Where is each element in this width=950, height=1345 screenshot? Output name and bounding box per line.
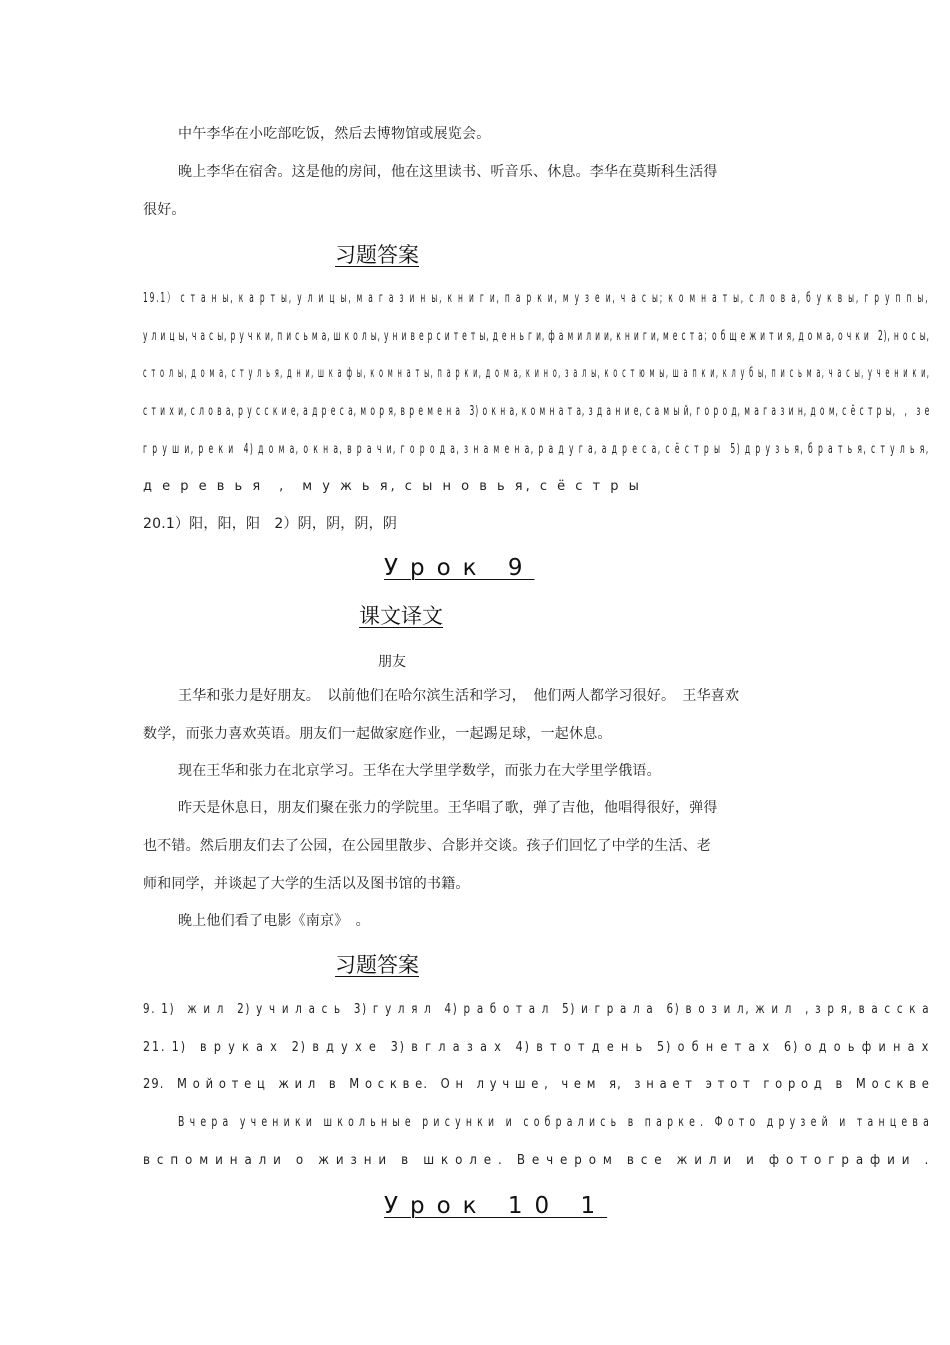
section-heading-answers: 习题答案 xyxy=(335,243,419,267)
answer-line: 20.1）阳，阳，阳 2）阴，阴，阴，阴 xyxy=(143,516,398,532)
answer-line: д е р е в ь я , м у ж ь я, с ы н о в ь я, с ё с т р ы xyxy=(143,479,642,494)
text-line: 数学，而张力喜欢英语。朋友们一起做家庭作业，一起踢足球，一起休息。 xyxy=(143,726,612,742)
text-line: 师和同学，并谈起了大学的生活以及图书馆的书籍。 xyxy=(143,876,470,892)
text-line: 昨天是休息日，朋友们聚在张力的学院里。王华唱了歌，弹了吉他，他唱得很好，弹得 xyxy=(178,800,718,816)
text-line: 王华和张力是好朋友。 以前他们在哈尔滨生活和学习， 他们两人都学习很好。 王华喜欢 xyxy=(178,688,740,704)
lesson-title: Урок 9 xyxy=(384,555,535,581)
answer-line: В ч е р а у ч е н и к и ш к о л ь н ы е р и с у н к и и с о б р а л и с ь в п а р к е . Ф о т о д р у з е й и т а н ц е в а xyxy=(178,1115,931,1130)
answer-line: 19.1） с т а н ы, к а р т ы, у л и ц ы, м а г а з и н ы, к н и г и, п а р к и, м у з е и, ч а с ы; к о м н а т ы, с л о в а, б у к в ы, г р у п п ы, xyxy=(143,291,930,306)
text-line: 中午李华在小吃部吃饭，然后去博物馆或展览会。 xyxy=(178,126,491,142)
answer-line: с т о л ы, д о м а, с т у л ь я, д н и, ш к а ф ы, к о м н а т ы, п а р к и, д о м а, к и н о, з а л ы, к о с т ю м ы, ш а п к и, к л у б ы, п и с ь м а, ч а с ы, у ч е н и к и, xyxy=(143,366,931,381)
lesson-title: Урок 10 1 xyxy=(384,1193,608,1219)
answer-line: г р у ш и, р е к и 4) д о м а, о к н а, в р а ч и, г о р о д а, з н а м е н а, р а д у г а, а д р е с а, с ё с т р ы 5) д р у з ь я, б р а т ь я, с т у л ь я, xyxy=(143,442,930,457)
text-line: 晚上他们看了电影《南京》 。 xyxy=(178,913,370,929)
answer-line: с т и х и, с л о в а, р у с с к и е, а д р е с а, м о р я, в р е м е н а 3) о к н а, к о м н а т а, з д а н и е, с а м ы й, г о р о д, м а г а з и н, д о м, с ё с т р ы, , з е xyxy=(143,404,931,419)
section-heading-translation: 课文译文 xyxy=(359,604,443,628)
section-heading-answers: 习题答案 xyxy=(335,953,419,977)
text-line: 也不错。然后朋友们去了公园，在公园里散步、合影并交谈。孩子们回忆了中学的生活、老 xyxy=(143,838,711,854)
text-subtitle: 朋友 xyxy=(378,654,406,670)
answer-line: у л и ц ы, ч а с ы, р у ч к и, п и с ь м а, ш к о л ы, у н и в е р с и т е т ы, д е н ь г и, ф а м и л и и, к н и г и, м е с т а；о б щ е ж и т и я, д о м а, о ч к и 2), н о с ы, xyxy=(143,329,930,344)
answer-line: 9. 1) ж и л 2) у ч и л а с ь 3) г у л я л 4) р а б о т а л 5) и г р а л а 6) в о з и л, ж и л , з р я, в а с с к а xyxy=(143,1002,931,1017)
answer-line: 29. М о й о т е ц ж и л в М о с к в е. О н л у ч ш е , ч е м я, з н а е т э т о т г о р о д в М о с к в е xyxy=(143,1077,930,1092)
text-line: 很好。 xyxy=(143,202,186,218)
text-line: 现在王华和张力在北京学习。王华在大学里学数学，而张力在大学里学俄语。 xyxy=(178,763,661,779)
text-line: 晚上李华在宿舍。这是他的房间，他在这里读书、听音乐、休息。李华在莫斯科生活得 xyxy=(178,164,718,180)
answer-line: в с п о м и н а л и о ж и з н и в ш к о л е . В е ч е р о м в с е ж и л и и ф о т о г р а ф и и . xyxy=(143,1153,930,1168)
answer-line: 21. 1) в р у к а х 2) в д у х е 3) в г л а з а х 4) в т о т д е н ь 5) о б н е т а х 6) о д о ь ф и н а х xyxy=(143,1040,931,1055)
